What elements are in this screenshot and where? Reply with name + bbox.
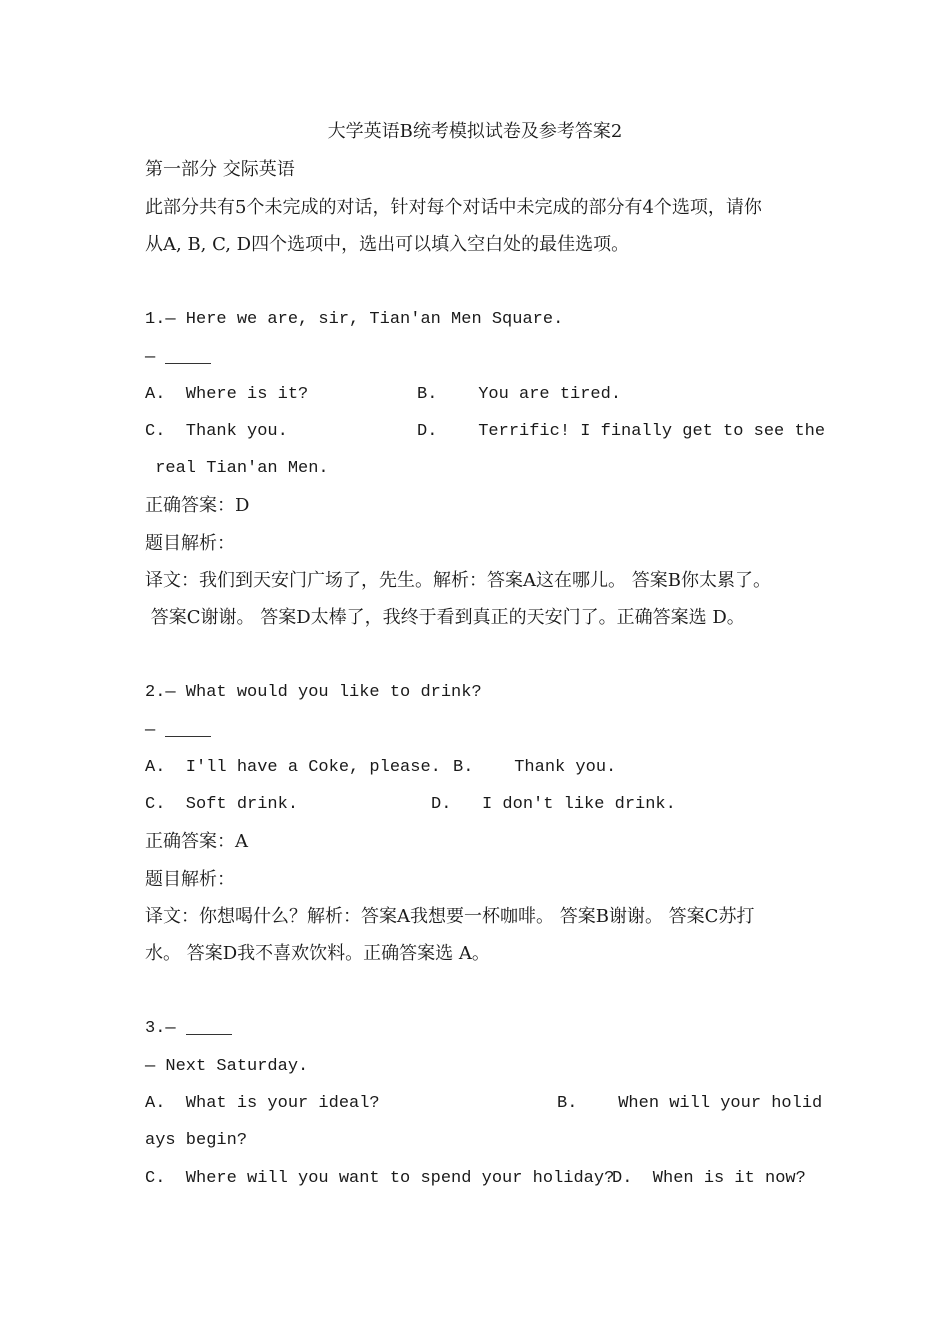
reply-dash: — <box>145 348 166 367</box>
section-heading: 第一部分 交际英语 <box>145 159 295 180</box>
answer-blank <box>186 1018 232 1035</box>
option-b-continued: ays begin? <box>145 1131 248 1150</box>
answer-blank <box>165 347 211 364</box>
question-reply: — Next Saturday. <box>145 1057 309 1076</box>
reply-dash: — <box>145 721 166 740</box>
question-reply <box>145 346 211 370</box>
question-prompt <box>145 1017 232 1041</box>
option-b: B. You are tired. <box>417 385 622 404</box>
analysis-label: 题目解析： <box>145 869 235 890</box>
option-a: A. I'll have a Coke, please. <box>145 758 441 777</box>
analysis-label: 题目解析： <box>145 533 235 554</box>
analysis-line-1: 译文：你想喝什么？解析：答案A我想要一杯咖啡。 答案B谢谢。 答案C苏打 <box>145 906 755 927</box>
option-b: B. Thank you. <box>453 758 617 777</box>
option-d: D. When is it now? <box>612 1169 806 1188</box>
option-c: C. Thank you. <box>145 422 288 441</box>
question-prompt: 1.— Here we are, sir, Tian'an Men Square. <box>145 310 564 329</box>
option-d: D. I don't like drink. <box>431 795 676 814</box>
question-reply <box>145 719 211 743</box>
instructions-line-2: 从A, B, C, D四个选项中，选出可以填入空白处的最佳选项。 <box>145 234 630 255</box>
document-title: 大学英语B统考模拟试卷及参考答案2 <box>327 121 623 142</box>
analysis-line-1: 译文：我们到天安门广场了，先生。解析：答案A这在哪儿。 答案B你太累了。 <box>145 570 771 591</box>
analysis-line-2: 水。 答案D我不喜欢饮料。正确答案选 A。 <box>145 943 490 964</box>
correct-answer: 正确答案：A <box>145 831 248 852</box>
option-a: A. What is your ideal? <box>145 1094 380 1113</box>
option-b: B. When will your holid <box>557 1094 823 1113</box>
option-c: C. Where will you want to spend your holiday? <box>145 1169 615 1188</box>
question-prompt: 2.— What would you like to drink? <box>145 683 482 702</box>
option-d: D. Terrific! I finally get to see the <box>417 422 826 441</box>
option-a: A. Where is it? <box>145 385 309 404</box>
option-d-continued: real Tian'an Men. <box>145 459 329 478</box>
option-c: C. Soft drink. <box>145 795 299 814</box>
answer-blank <box>165 720 211 737</box>
prompt-number: 3.— <box>145 1019 186 1038</box>
correct-answer: 正确答案：D <box>145 495 250 516</box>
instructions-line-1: 此部分共有5个未完成的对话，针对每个对话中未完成的部分有4个选项，请你 <box>145 197 762 218</box>
analysis-line-2: 答案C谢谢。 答案D太棒了，我终于看到真正的天安门了。正确答案选 D。 <box>145 607 745 628</box>
